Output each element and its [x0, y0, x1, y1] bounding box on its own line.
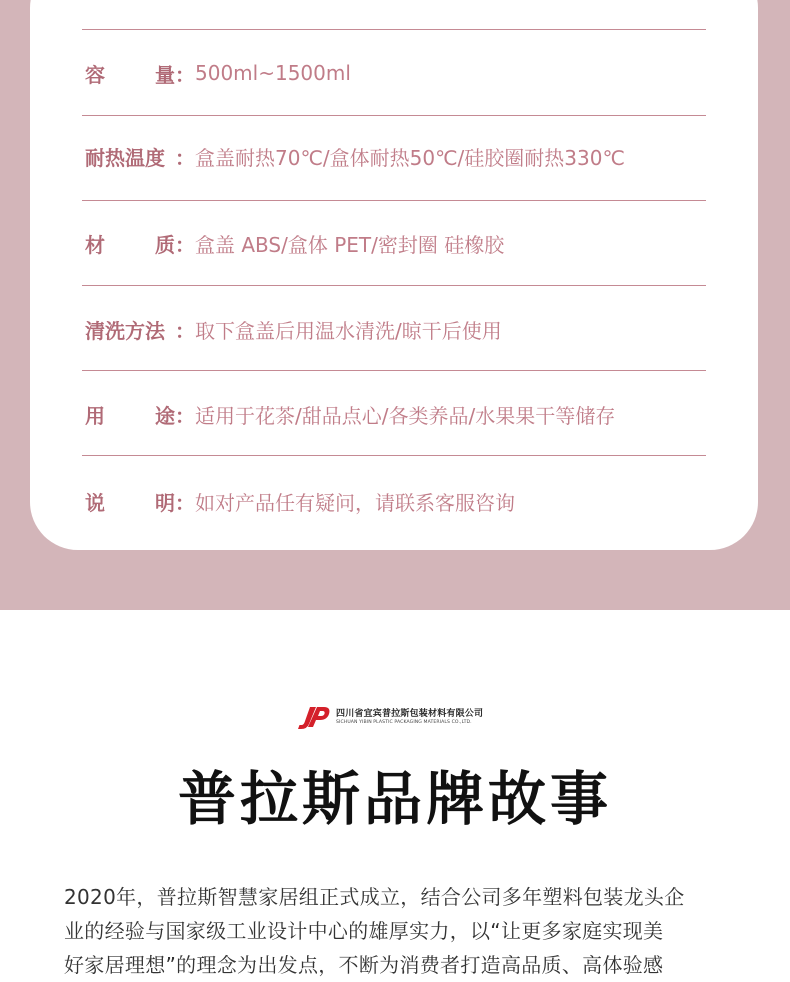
company-logo-icon	[296, 704, 332, 732]
spec-label: 容 量	[85, 62, 175, 87]
spec-label: 清洗方法	[85, 318, 165, 343]
spec-label: 用 途	[85, 403, 175, 428]
spec-label: 材 质	[85, 232, 175, 257]
spec-row-usage	[82, 371, 706, 457]
spec-row-note	[82, 458, 706, 544]
brand-story-title: 普拉斯品牌故事	[177, 765, 612, 833]
spec-colon: ：	[175, 490, 195, 515]
company-logo	[296, 704, 496, 732]
spec-row-material	[82, 200, 706, 286]
spec-value: 适用于花茶/甜品点心/各类养品/水果果干等储存	[195, 403, 616, 428]
spec-value: 如对产品任有疑问，请联系客服咨询	[195, 490, 515, 515]
spec-colon: ：	[175, 232, 195, 257]
company-name-en: SICHUAN YIBIN PLASTIC PACKAGING MATERIALS CO.,LTD.	[336, 720, 472, 726]
spec-value: 取下盒盖后用温水清洗/晾干后使用	[195, 318, 502, 343]
spec-value: 500ml~1500ml	[195, 61, 351, 85]
spec-value: 盒盖耐热70℃/盒体耐热50℃/硅胶圈耐热330℃	[195, 145, 625, 170]
spec-value: 盒盖 ABS/盒体 PET/密封圈 硅橡胶	[195, 232, 505, 257]
spec-colon: ：	[175, 403, 195, 428]
company-name-cn: 四川省宜宾普拉斯包装材料有限公司	[336, 709, 484, 720]
spec-row-cleaning	[82, 286, 706, 372]
spec-colon: ：	[175, 318, 195, 343]
spec-row-capacity	[82, 30, 706, 116]
spec-colon: ：	[175, 145, 195, 170]
spec-colon: ：	[175, 62, 195, 87]
spec-label: 耐热温度	[85, 145, 165, 170]
story-line: 业的经验与国家级工业设计中心的雄厚实力，以“让更多家庭实现美	[64, 919, 664, 943]
story-line: 2020年，普拉斯智慧家居组正式成立，结合公司多年塑料包装龙头企	[64, 885, 685, 909]
brand-story-text	[64, 880, 732, 982]
story-line: 好家居理想”的理念为出发点，不断为消费者打造高品质、高体验感	[64, 953, 664, 977]
spec-label: 说 明	[85, 490, 175, 515]
spec-row-heat-resistance	[82, 113, 706, 199]
